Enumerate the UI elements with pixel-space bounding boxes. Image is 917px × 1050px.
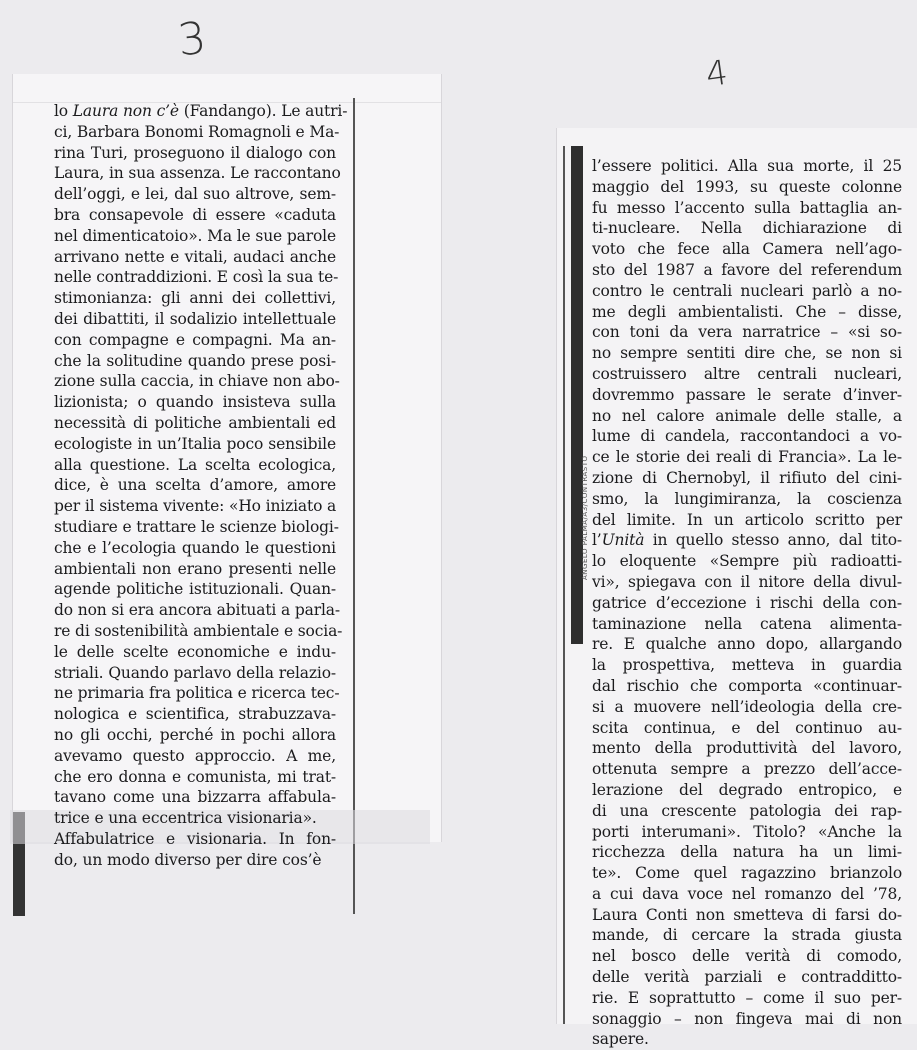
article-line: do, un modo diverso per dire cos’è (54, 850, 322, 869)
article-line: Affabulatrice e visionaria. In fon- (54, 829, 336, 848)
article-line: scita continua, e del continuo au- (592, 718, 902, 737)
article-line: dice, è una scelta d’amore, amore (54, 476, 336, 495)
article-line: nelle contraddizioni. E così la sua te- (54, 268, 339, 287)
article-line: del limite. In un articolo scritto per (592, 510, 902, 529)
article-line: contro le centrali nucleari parlò a no- (592, 281, 902, 300)
article-line: ne primaria fra politica e ricerca tec- (54, 684, 340, 703)
article-line: dell’oggi, e lei, dal suo altrove, sem- (54, 185, 336, 204)
article-line: ci, Barbara Bonomi Romagnoli e Ma- (54, 122, 340, 141)
handwritten-page-number-right: 4 (703, 52, 731, 96)
article-line: striali. Quando parlavo della relazio- (54, 663, 336, 682)
article-line: l’essere politici. Alla sua morte, il 25 (592, 157, 902, 175)
article-line: delle verità parziali e contradditto- (592, 968, 902, 987)
article-line: sonaggio – non fingeva mai di non (592, 1009, 902, 1028)
article-line: dal rischio che comporta «continuar- (592, 676, 902, 695)
article-line: stimonianza: gli anni dei collettivi, (54, 289, 336, 308)
article-line: nologica e scientifica, strabuzzava- (54, 705, 336, 724)
article-line: gatrice d’eccezione i rischi della con- (592, 593, 902, 612)
article-line: alla questione. La scelta ecologica, (54, 455, 336, 474)
article-line: dei dibattiti, il sodalizio intellettuale (54, 309, 336, 328)
article-line: re di sostenibilità ambientale e socia- (54, 621, 343, 640)
article-line: zione sulla caccia, in chiave non abo- (54, 372, 340, 391)
article-line: Laura Conti non smetteva di farsi do- (592, 905, 902, 924)
photo-credit: ANGELO PALMA/A3/CONTRASTO (581, 455, 589, 581)
article-line: arrivano nette e vitali, audaci anche (54, 247, 336, 266)
article-line: rina Turi, proseguono il dialogo con (54, 143, 336, 162)
article-line: per il sistema vivente: «Ho iniziato a (54, 497, 337, 516)
article-line: ottenuta sempre a prezzo dell’acce- (592, 760, 902, 779)
article-line: voto che fece alla Camera nell’ago- (592, 240, 902, 259)
article-line: costruissero altre centrali nucleari, (592, 364, 902, 383)
article-line: avevamo questo approccio. A me, (54, 746, 336, 765)
article-column-left (54, 101, 348, 870)
article-line: me degli ambientalisti. Che – disse, (592, 302, 902, 321)
article-line: che e l’ecologia quando le questioni (54, 538, 336, 557)
article-line: le delle scelte economiche e indu- (54, 642, 336, 661)
article-line: ti-nucleare. Nella dichiarazione di (592, 219, 902, 238)
article-line: no nel calore animale delle stalle, a (592, 406, 902, 425)
article-line: necessità di politiche ambientali ed (54, 413, 336, 432)
article-line: lizionista; o quando insisteva sulla (54, 393, 336, 412)
article-line: dovremmo passare le serate d’inver- (592, 385, 902, 404)
article-line: la prospettiva, metteva in guardia (592, 656, 902, 675)
article-line: bra consapevole di essere «caduta (54, 205, 336, 224)
article-line: con compagne e compagni. Ma an- (54, 330, 336, 349)
article-line: ricchezza della natura ha un limi- (592, 843, 902, 862)
article-line: do non si era ancora abituati a parla- (54, 601, 340, 620)
article-line: smo, la lungimiranza, la coscienza (592, 489, 902, 508)
article-line: porti interumani». Titolo? «Anche la (592, 822, 902, 841)
article-line: re. E qualche anno dopo, allargando (592, 635, 902, 654)
article-line: ce le storie dei reali di Francia». La le- (592, 448, 902, 467)
article-line: che la solitudine quando prese posi- (54, 351, 336, 370)
article-line: no gli occhi, perché in pochi allora (54, 725, 336, 744)
article-line: fu messo l’accento sulla battaglia an- (592, 198, 902, 217)
article-line: sapere. (592, 1030, 649, 1049)
article-line: ecologiste in un’Italia poco sensibile (54, 434, 336, 453)
article-line: mande, di cercare la strada giusta (592, 926, 902, 945)
article-line: vi», spiegava con il nitore della divul- (592, 572, 902, 591)
article-line: con toni da vera narratrice – «si so- (592, 323, 902, 342)
article-line: maggio del 1993, su queste colonne (592, 177, 902, 196)
article-line: trice e una eccentrica visionaria». (54, 809, 317, 828)
handwritten-page-number-left: 3 (175, 12, 209, 67)
article-line: te». Come quel ragazzino brianzolo (592, 864, 902, 883)
article-line: Laura, in sua assenza. Le raccontano (54, 164, 341, 183)
article-line: no sempre sentiti dire che, se non si (592, 344, 902, 363)
article-line: taminazione nella catena alimenta- (592, 614, 902, 633)
article-line: agende politiche istituzionali. Quan- (54, 580, 336, 599)
article-line: studiare e trattare le scienze biologi- (54, 517, 339, 536)
article-line: rie. E soprattutto – come il suo per- (592, 988, 902, 1007)
article-line: che ero donna e comunista, mi trat- (54, 767, 336, 786)
article-line: nel dimenticatoio». Ma le sue parole (54, 226, 336, 245)
article-line: l’Unità in quello stesso anno, dal tito- (592, 531, 902, 550)
column-rule (353, 98, 355, 914)
article-line: ambientali non erano presenti nelle (54, 559, 336, 578)
article-line: nel bosco delle verità di comodo, (592, 947, 902, 966)
article-line: di una crescente patologia dei rap- (592, 801, 902, 820)
article-line: lo eloquente «Sempre più radioatti- (592, 552, 902, 571)
article-line: lume di candela, raccontandoci a vo- (592, 427, 902, 446)
article-line: si a muovere nell’ideologia della cre- (592, 697, 902, 716)
article-line: a cui dava voce nel romanzo del ’78, (592, 884, 902, 903)
article-line: lo Laura non c’è (Fandango). Le autri- (54, 102, 348, 120)
article-line: sto del 1987 a favore del referendum (592, 260, 902, 279)
article-line: mento della produttività del lavoro, (592, 739, 902, 758)
article-line: tavano come una bizzarra affabula- (54, 788, 336, 807)
column-rule (563, 146, 565, 1024)
article-line: lerazione del degrado entropico, e (592, 780, 902, 799)
article-line: zione di Chernobyl, il rifiuto del cini- (592, 468, 902, 487)
article-column-right (592, 156, 902, 1050)
